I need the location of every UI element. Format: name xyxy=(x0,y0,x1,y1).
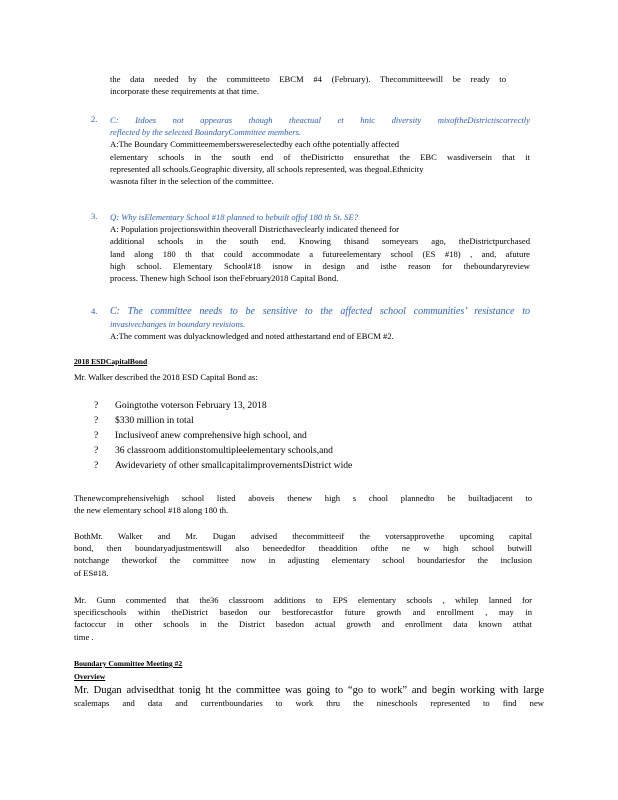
text-line: incorporate these requirements at that time. xyxy=(110,86,259,97)
carryover-paragraph xyxy=(110,73,506,97)
answer-line: elementary schools in the south end of theDistrictto ensurethat the EBC wasdiversein that it xyxy=(110,151,530,162)
bullet-mark: ? xyxy=(94,430,99,441)
question-line: invasivechanges in boundary revisions. xyxy=(110,319,246,329)
bullet-mark: ? xyxy=(94,400,99,411)
text-line: notchange theworkof the committee now in adjusting elementary school boundariesfor the inclusion xyxy=(74,555,532,566)
bullet-mark: ? xyxy=(94,445,99,456)
bullet-item: ? Awidevariety of other smallcapitalimprovementsDistrict wide xyxy=(94,459,352,474)
text-line: specificschools within theDistrict basedon our bestforecastfor future growth and enrollment , may in xyxy=(74,607,532,618)
item-number: 2. xyxy=(91,114,98,124)
text-line: of ES#18. xyxy=(74,567,109,578)
text-line: time . xyxy=(74,631,94,642)
bond-paragraph-2 xyxy=(74,530,532,579)
bond-paragraph-3 xyxy=(74,594,532,643)
bond-paragraph-1 xyxy=(74,492,532,516)
question-line: C: Itdoes not appearas though theactual et hnic diversity mixoftheDistrictiscorrectly xyxy=(110,115,530,125)
section-heading-meeting: Boundary Committee Meeting #2 xyxy=(74,659,183,668)
item-4 xyxy=(110,305,530,342)
text-line: the data needed by the committeeto EBCM #4 (February). Thecommitteewill be ready to xyxy=(110,74,506,84)
overview-paragraph xyxy=(74,685,544,709)
answer-line: additional schools in the south end. Knowing thisand someyears ago, theDistrictpurchased xyxy=(110,236,530,247)
answer-line: A:The Boundary Committeememberswereselectedby each ofthe potentially affected xyxy=(110,139,400,150)
bullet-item: ? Inclusiveof anew comprehensive high school, and xyxy=(94,429,307,444)
answer-line: wasnota filter in the selection of the committee. xyxy=(110,176,274,187)
item-3 xyxy=(110,211,530,284)
text-line: bond, then boundaryadjustmentswill also beneededfor theaddition ofthe ne w high school butwill xyxy=(74,543,532,554)
answer-line: A: Population projectionswithin theoverall Districthaveclearly indicated theneed for xyxy=(110,224,399,235)
bond-intro: Mr. Walker described the 2018 ESD Capital Bond as: xyxy=(74,372,258,382)
bullet-item: ? 36 classroom additionstomultipleelementary schools,and xyxy=(94,444,333,459)
item-number: 4. xyxy=(91,306,98,316)
item-number: 3. xyxy=(91,211,98,221)
bullet-item: ? $330 million in total xyxy=(94,414,194,429)
text-line: Mr. Gunn commented that the36 classroom additions to EPS elementary schools , whilep lanned for xyxy=(74,595,532,605)
answer-line: land along 180 th that could accommodate a futureelementary school (ES #18) , and, afuture xyxy=(110,248,530,259)
text-line: Mr. Dugan advisedthat tonig ht the committee was going to “go to work” and begin working with large xyxy=(74,685,544,696)
question-line: Q: Why isElementary School #18 planned to bebuilt offof 180 th St. SE? xyxy=(110,212,358,222)
item-2 xyxy=(110,114,530,187)
text-line: Thenewcomprehensivehigh school listed aboveis thenew high s chool plannedto be builtadjacent to xyxy=(74,493,532,503)
bullet-mark: ? xyxy=(94,460,99,471)
bullet-item: ? Goingtothe voterson February 13, 2018 xyxy=(94,399,267,414)
section-heading-capital-bond: 2018 ESDCapitalBond xyxy=(74,357,148,366)
answer-line: represented all schools.Geographic diversity, all schools represented, was thegoal.Ethnicity xyxy=(110,163,424,174)
question-line: reflected by the selected BoundaryCommittee members. xyxy=(110,127,302,138)
text-line: scalemaps and data and currentboundaries to work thru the nineschools represented to find new xyxy=(74,698,544,709)
text-line: factoccur in other schools in the District basedon actual growth and enrollment data known atthat xyxy=(74,619,532,630)
answer-line: process. Thenew high School ison theFebruary2018 Capital Bond. xyxy=(110,273,339,284)
text-line: the new elementary school #18 along 180 th. xyxy=(74,505,229,516)
answer-line: high school. Elementary School#18 isnow in design and isthe reason for theboundaryreview xyxy=(110,260,530,271)
answer-line: A:The comment was dulyacknowledged and noted atthestartand end of EBCM #2. xyxy=(110,331,394,342)
bullet-mark: ? xyxy=(94,415,99,426)
question-line: C: The committee needs to be sensitive to the affected school communities’ resistance to xyxy=(110,306,530,317)
text-line: BothMr. Walker and Mr. Dugan advised thecommitteeif the votersapprovethe upcoming capital xyxy=(74,531,532,541)
subheading-overview: Overview xyxy=(74,672,106,681)
